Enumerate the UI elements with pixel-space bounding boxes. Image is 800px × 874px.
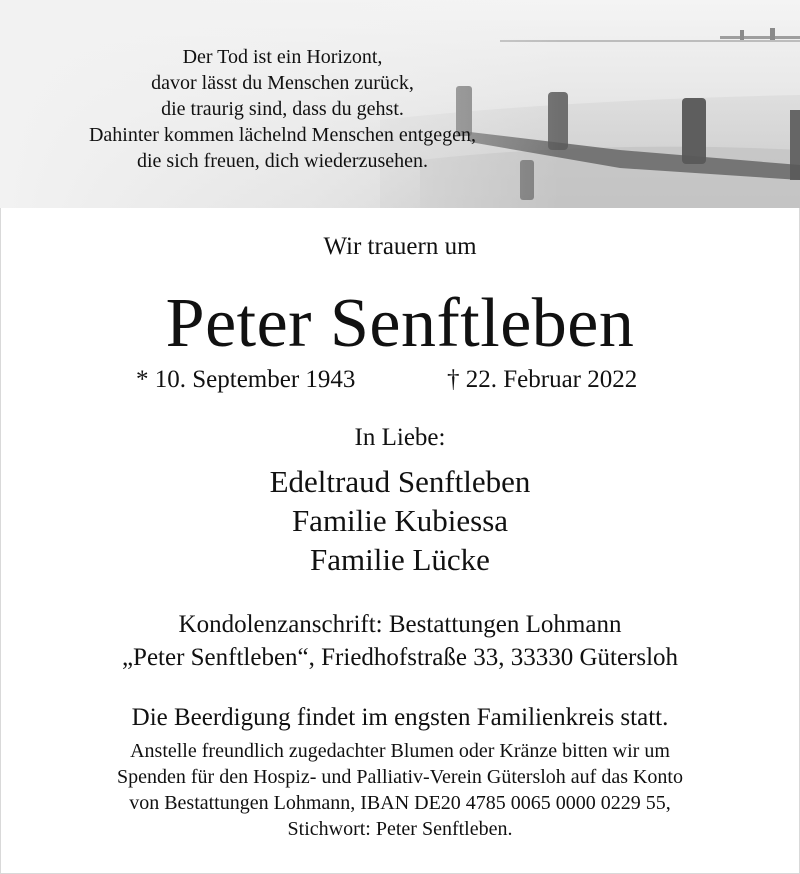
mourners-list [0,462,800,579]
poem-line: davor lässt du Menschen zurück, [151,72,414,94]
donation-line: Stichwort: Peter Senftleben. [287,818,513,840]
in-love-heading: In Liebe: [354,424,446,451]
death-date: † 22. Februar 2022 [447,366,638,393]
poem-line: die traurig sind, dass du gehst. [161,98,404,120]
donation-note [0,738,800,842]
donation-line: von Bestattungen Lohmann, IBAN DE20 4785 0065 0000 0229 55, [129,792,671,814]
mourner-name: Edeltraud Senftleben [269,464,531,499]
mourning-intro: Wir trauern um [323,233,477,260]
mourner-name: Familie Lücke [310,542,490,577]
header-photo [0,0,800,208]
funeral-note: Die Beerdigung findet im engsten Familienkreis statt. [131,704,669,731]
poem-line: die sich freuen, dich wiederzusehen. [137,150,428,172]
donation-line: Anstelle freundlich zugedachter Blumen oder Kränze bitten wir um [130,740,670,762]
mourner-name: Familie Kubiessa [291,503,509,538]
condolence-line: „Peter Senftleben“, Friedhofstraße 33, 33330 Gütersloh [121,644,679,671]
poem [0,44,565,174]
condolence-line: Kondolenzanschrift: Bestattungen Lohmann [178,611,622,638]
birth-date: * 10. September 1943 [136,366,356,393]
donation-line: Spenden für den Hospiz- und Palliativ-Verein Gütersloh auf das Konto [117,766,683,788]
poem-line: Der Tod ist ein Horizont, [182,46,383,68]
condolence-address [0,608,800,674]
deceased-name: Peter Senftleben [165,285,635,362]
poem-line: Dahinter kommen lächelnd Menschen entgegen, [88,124,477,146]
